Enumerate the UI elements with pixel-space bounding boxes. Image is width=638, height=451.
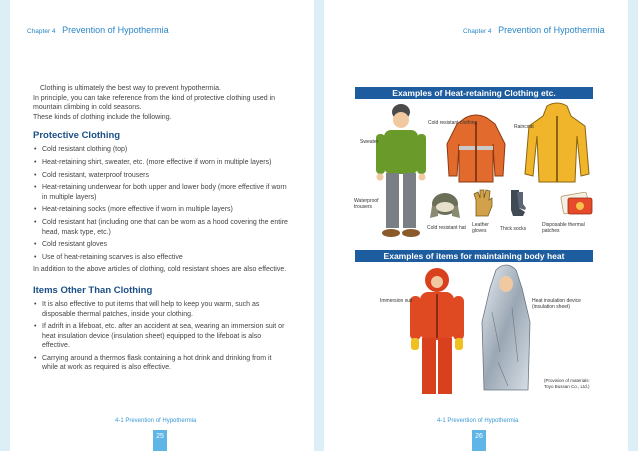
- page-spine: [314, 0, 324, 451]
- thick-socks-illustration: [505, 188, 527, 218]
- materials-credit: (Provision of materials: Toyo Bussan Co., Ltd.): [544, 378, 590, 389]
- intro-line-1: Clothing is ultimately the best way to prevent hypothermia.: [40, 85, 221, 92]
- list-item: • Heat-retaining underwear for both upper and lower body (more effective if worn in multiple layers): [33, 183, 288, 202]
- shoes-note: In addition to the above articles of clothing, cold resistant shoes are also effective.: [33, 266, 287, 274]
- list-item: • Heat-retaining socks (more effective if worn in multiple layers): [33, 205, 288, 215]
- left-page-header: [27, 25, 169, 35]
- items-other-than-clothing-heading: Items Other Than Clothing: [33, 284, 153, 296]
- intro-line-2: In principle, you can take reference from the kind of protective clothing used in mountain climbing in cold seasons.: [33, 94, 276, 112]
- right-page-header: [463, 25, 605, 35]
- chapter-label: Chapter 4: [463, 28, 492, 35]
- list-item: • Cold resistant gloves: [33, 240, 288, 250]
- leather-gloves-illustration: [472, 188, 494, 218]
- list-item: • If adrift in a lifeboat, etc. after an accident at sea, wearing an immersion suit or heat insulation device (insulation sheet) equipped to the lifeboat is also effective.: [33, 322, 288, 351]
- body-heat-items-banner: Examples of items for maintaining body heat: [355, 250, 593, 262]
- leather-gloves-label: Leather gloves: [472, 222, 489, 234]
- list-item: • Cold resistant clothing (top): [33, 145, 288, 155]
- insulation-sheet-illustration: [478, 262, 534, 396]
- cold-resistant-hat-label: Cold resistant hat: [427, 225, 466, 231]
- sweater-label: Sweater: [360, 139, 379, 145]
- right-footer: 4-1 Prevention of Hypothermia: [437, 418, 519, 424]
- thermal-patches-illustration: [560, 192, 594, 218]
- intro-line-3: These kinds of clothing include the following.: [33, 113, 172, 121]
- raincoat-illustration: [523, 102, 591, 184]
- immersion-suit-label: Immersion suit: [380, 298, 413, 304]
- protective-clothing-heading: Protective Clothing: [33, 130, 121, 142]
- left-footer: 4-1 Prevention of Hypothermia: [115, 418, 197, 424]
- chapter-title: Prevention of Hypothermia: [62, 25, 169, 35]
- chapter-title: Prevention of Hypothermia: [498, 25, 605, 35]
- left-body-text: [33, 84, 288, 373]
- list-item: • Use of heat-retaining scarves is also effective: [33, 253, 288, 263]
- list-item: • Heat-retaining shirt, sweater, etc. (more effective if worn in multiple layers): [33, 158, 288, 168]
- man-in-sweater-illustration: [372, 100, 430, 240]
- list-item: • It is also effective to put items that will help to keep you warm, such as disposable thermal patches, inside your clothing.: [33, 300, 288, 319]
- cold-resistant-clothing-label: Cold resistant clothing: [428, 120, 478, 126]
- immersion-suit-illustration: [408, 266, 466, 396]
- list-item: • Cold resistant hat (including one that can be worn as a hood covering the entire head, mask type, etc.): [33, 218, 288, 237]
- page-number-26: 26: [472, 430, 486, 451]
- heat-retaining-clothing-banner: Examples of Heat-retaining Clothing etc.: [355, 87, 593, 99]
- protective-clothing-list: [33, 145, 288, 262]
- thermal-patches-label: Disposable thermal patches: [542, 222, 585, 234]
- list-item: • Cold resistant, waterproof trousers: [33, 171, 288, 181]
- raincoat-label: Raincoat: [514, 124, 534, 130]
- heat-insulation-device-label: Heat insulation device (insulation sheet): [532, 298, 581, 310]
- cold-resistant-hat-illustration: [428, 190, 462, 220]
- list-item: • Carrying around a thermos flask containing a hot drink and drinking from it while at work as required is also effective.: [33, 354, 288, 373]
- chapter-label: Chapter 4: [27, 28, 56, 35]
- waterproof-trousers-label: Waterproof trousers: [354, 198, 379, 210]
- page-number-25: 25: [153, 430, 167, 451]
- other-items-list: [33, 300, 288, 373]
- thick-socks-label: Thick socks: [500, 226, 527, 232]
